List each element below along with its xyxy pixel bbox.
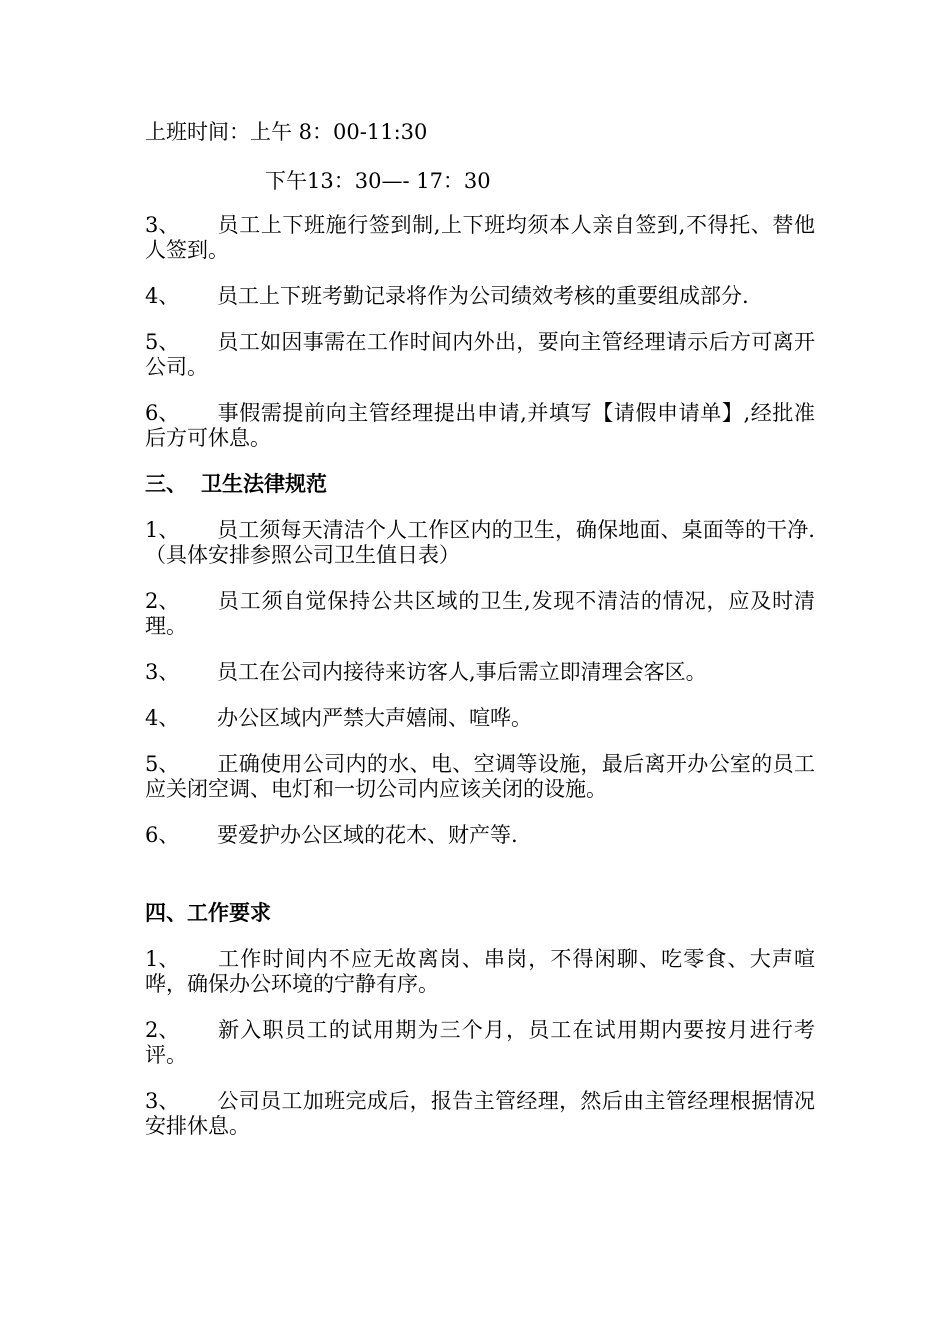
item-text: 工作时间内不应无故离岗、串岗，不得闲聊、吃零食、大声喧哗，确保办公环境的宁静有序。 bbox=[145, 947, 815, 996]
list-item bbox=[145, 1018, 815, 1068]
list-item bbox=[145, 284, 815, 309]
list-item bbox=[145, 1089, 815, 1139]
section-spacer bbox=[145, 869, 815, 901]
item-number: 6、 bbox=[145, 823, 180, 847]
item-number: 4、 bbox=[145, 284, 180, 308]
item-number: 2、 bbox=[145, 1018, 180, 1042]
item-text: 新入职员工的试用期为三个月，员工在试用期内要按月进行考评。 bbox=[145, 1018, 815, 1067]
item-number: 2、 bbox=[145, 589, 180, 613]
item-text: 员工须自觉保持公共区域的卫生,发现不清洁的情况，应及时清理。 bbox=[145, 589, 815, 638]
item-number: 3、 bbox=[145, 213, 180, 237]
section-4-heading: 四、工作要求 bbox=[145, 901, 271, 925]
work-hours-line-2: 下午13：30—- 17：30 bbox=[265, 169, 491, 193]
item-text: 员工如因事需在工作时间内外出，要向主管经理请示后方可离开公司。 bbox=[145, 330, 815, 379]
item-number: 3、 bbox=[145, 660, 180, 684]
list-item bbox=[145, 823, 815, 848]
item-text: 员工上下班施行签到制,上下班均须本人亲自签到,不得托、替他人签到。 bbox=[145, 213, 815, 262]
item-number: 1、 bbox=[145, 518, 180, 542]
list-item bbox=[145, 330, 815, 380]
item-text: 公司员工加班完成后，报告主管经理，然后由主管经理根据情况安排休息。 bbox=[145, 1089, 815, 1138]
item-number: 4、 bbox=[145, 706, 180, 730]
list-item bbox=[145, 213, 815, 263]
item-number: 5、 bbox=[145, 330, 180, 354]
list-item bbox=[145, 752, 815, 802]
item-number: 1、 bbox=[145, 947, 180, 971]
item-number: 3、 bbox=[145, 1089, 180, 1113]
list-item bbox=[145, 589, 815, 639]
item-text: 正确使用公司内的水、电、空调等设施，最后离开办公室的员工应关闭空调、电灯和一切公司内应该关闭的设施。 bbox=[145, 752, 815, 801]
list-item bbox=[145, 518, 815, 568]
list-item bbox=[145, 660, 815, 685]
document-page bbox=[145, 120, 815, 1160]
item-text: 办公区域内严禁大声嬉闹、喧哗。 bbox=[217, 706, 532, 730]
list-item bbox=[145, 401, 815, 451]
section-3-heading bbox=[145, 472, 815, 497]
item-text: 员工须每天清洁个人工作区内的卫生，确保地面、桌面等的干净.（具体安排参照公司卫生值日表） bbox=[145, 518, 815, 567]
list-item bbox=[145, 947, 815, 997]
item-text: 要爱护办公区域的花木、财产等. bbox=[217, 823, 518, 847]
section-3-title: 卫生法律规范 bbox=[201, 472, 327, 496]
work-hours-line-1: 上班时间：上午 8：00-11:30 bbox=[145, 120, 428, 144]
list-item bbox=[145, 706, 815, 731]
section-3-number: 三、 bbox=[145, 472, 187, 496]
item-number: 6、 bbox=[145, 401, 180, 425]
item-text: 事假需提前向主管经理提出申请,并填写【请假申请单】,经批准后方可休息。 bbox=[145, 401, 815, 450]
item-text: 员工上下班考勤记录将作为公司绩效考核的重要组成部分. bbox=[217, 284, 749, 308]
item-text: 员工在公司内接待来访客人,事后需立即清理会客区。 bbox=[217, 660, 707, 684]
item-number: 5、 bbox=[145, 752, 180, 776]
